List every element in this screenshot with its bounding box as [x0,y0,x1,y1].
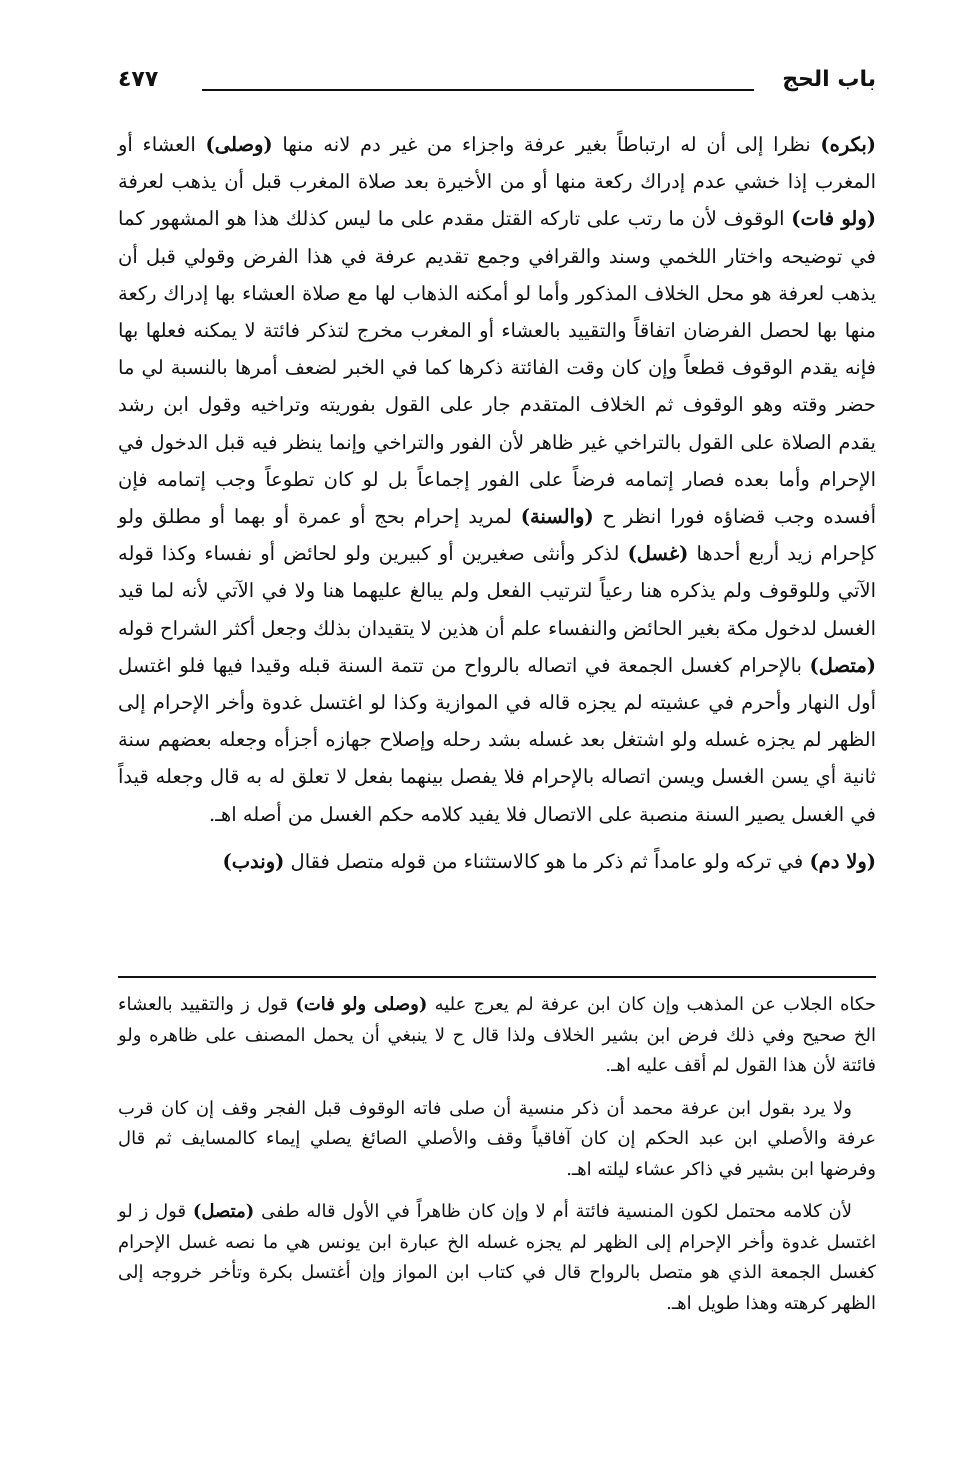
text-run: قول ز والتقييد بالعشاء الخ صحيح وفي ذلك فرض ابن بشير الخلاف ولذا قال ح لا ينبغي أن يحمل المصنف على ظاهره ولو فائتة لأن هذا القول لم أقف عليه اهـ. [118,994,876,1076]
text-run: حكاه الجلاب عن المذهب وإن كان ابن عرفة لم يعرج عليه [427,994,876,1015]
bold-keyword: (متصل) [192,1201,255,1222]
text-run: في تركه ولو عامداً ثم ذكر ما هو كالاستثناء من قوله متصل فقال [284,849,810,873]
main-text [118,126,876,880]
page-header [118,62,876,102]
bold-keyword: (وصلى ولو فات) [295,994,428,1015]
footnote-paragraph [118,1094,876,1186]
text-run: لأن كلامه محتمل لكون المنسية فائتة أم لا وإن كان ظاهراً في الأول قاله طفى [254,1201,852,1222]
footnote-paragraph [118,990,876,1082]
footnotes [118,990,876,1319]
header-rule [202,89,754,91]
text-run: لذكر وأنثى صغيرين أو كبيرين ولو لحائض أو نفساء وكذا قوله الآتي وللوقوف ولم يذكره هنا رعياً لترتيب الفعل ولم يبالغ عليهما هنا ولا في الآتي لأنه لما قيد الغسل لدخول مكة بغير الحائض والنفساء علم أن هذين لا يتقيدان بذلك وجعل أكثر الشراح قوله [118,542,876,640]
footnote-paragraph [118,1197,876,1319]
footnote-separator [118,976,876,978]
bold-keyword: (بكره) [820,133,876,156]
running-title: باب الحج [782,67,876,92]
text-run: قول ز لو اغتسل غدوة وأخر الإحرام إلى الظهر لم يجزه غسله الخ عبارة ابن يونس هي ما نصه غسل الإحرام كغسل الجمعة الذي هو متصل بالرواح قال في كتاب ابن المواز وإن أغتسل بكرة وتأخر خروجه إلى الظهر كرهته وهذا طويل اهـ. [118,1201,876,1314]
bold-keyword: (وصلى) [205,133,273,156]
page-number: ٤٧٧ [118,67,159,92]
main-paragraph [118,126,876,833]
text-run: نظرا إلى أن له ارتباطاً بغير عرفة واجزاء من غير دم لانه منها [272,133,821,156]
main-paragraph [118,843,876,880]
text-run: بالإحرام كغسل الجمعة في اتصاله بالرواح من تتمة السنة قبله وقيدا فيها فلو اغتسل أول النهار وأحرم في عشيته لم يجزه قاله في الموازية وكذا لو اغتسل غدوة وأخر الإحرام إلى الظهر لم يجزه غسله ولو اشتغل بعد غسله بشد رحله وإصلاح جهازه أجزأه وجعله بعضهم سنة ثانية أي يسن الغسل ويسن اتصاله بالإحرام فلا يفصل بينهما بفعل لا تعلق له به قال وجعله قيداً في الغسل يصير السنة منصبة على الاتصال فلا يفيد كلامه حكم الغسل من أصله اهـ. [118,653,876,826]
text-run: الوقوف لأن ما رتب على تاركه القتل مقدم على ما ليس كذلك هذا هو المشهور كما في توضيحه واختار اللخمي وسند والقرافي وجمع تقديم عرفة في هذا الفرض وقولي قبل أن يذهب لعرفة هو محل الخلاف المذكور وأما لو أمكنه الذهاب لها مع صلاة العشاء بها إدراك ركعة منها بها لحصل الفرضان اتفاقاً والتقييد بالعشاء أو المغرب مخرج لتذكر فائتة لا يمكنه فعلها بها فإنه يقدم الوقوف قطعاً وإن كان وقت الفائتة ذكرها كما في الخبر لضعف أمرها بالنسبة لي ما حضر وقته وهو الوقوف ثم الخلاف المتقدم جار على القول بفوريته وتراخيه وقول ابن رشد يقدم الصلاة على القول بالتراخي غير ظاهر لأن الفور والتراخي وإنما ينظر فيه قبل الدخول في الإحرام وأما بعده فصار إتمامه فرضاً على الفور إجماعاً بل لو كان تطوعاً وجب إتمامه فإن أفسده وجب قضاؤه فورا انظر ح [118,207,876,529]
bold-keyword: (ولو فات) [791,207,876,231]
text-run: لمريد إحرام بحج أو عمرة أو بهما أو مطلق ولو كإحرام زيد أربع أحدها [118,505,876,566]
bold-keyword: (ولا دم) [809,849,876,873]
bold-keyword: (والسنة) [520,505,594,529]
bold-keyword: (متصل) [809,653,876,677]
bold-keyword: (غسل) [627,542,689,566]
bold-keyword: (وندب) [222,849,285,873]
text-run: العشاء أو المغرب إذا خشي عدم إدراك ركعة منها أو من الأخيرة بعد صلاة المغرب قبل أن يذهب لعرفة [118,133,876,194]
text-run: ولا يرد بقول ابن عرفة محمد أن ذكر منسية أن صلى فاته الوقوف قبل الفجر وقف إن كان قرب عرفة والأصلي ابن عبد الحكم إن كان آفاقياً وقف والأصلي الصائغ يصلي إيماء كالمسايف ثم قال وفرضها ابن بشير في ذاكر عشاء ليلته اهـ. [118,1097,876,1180]
